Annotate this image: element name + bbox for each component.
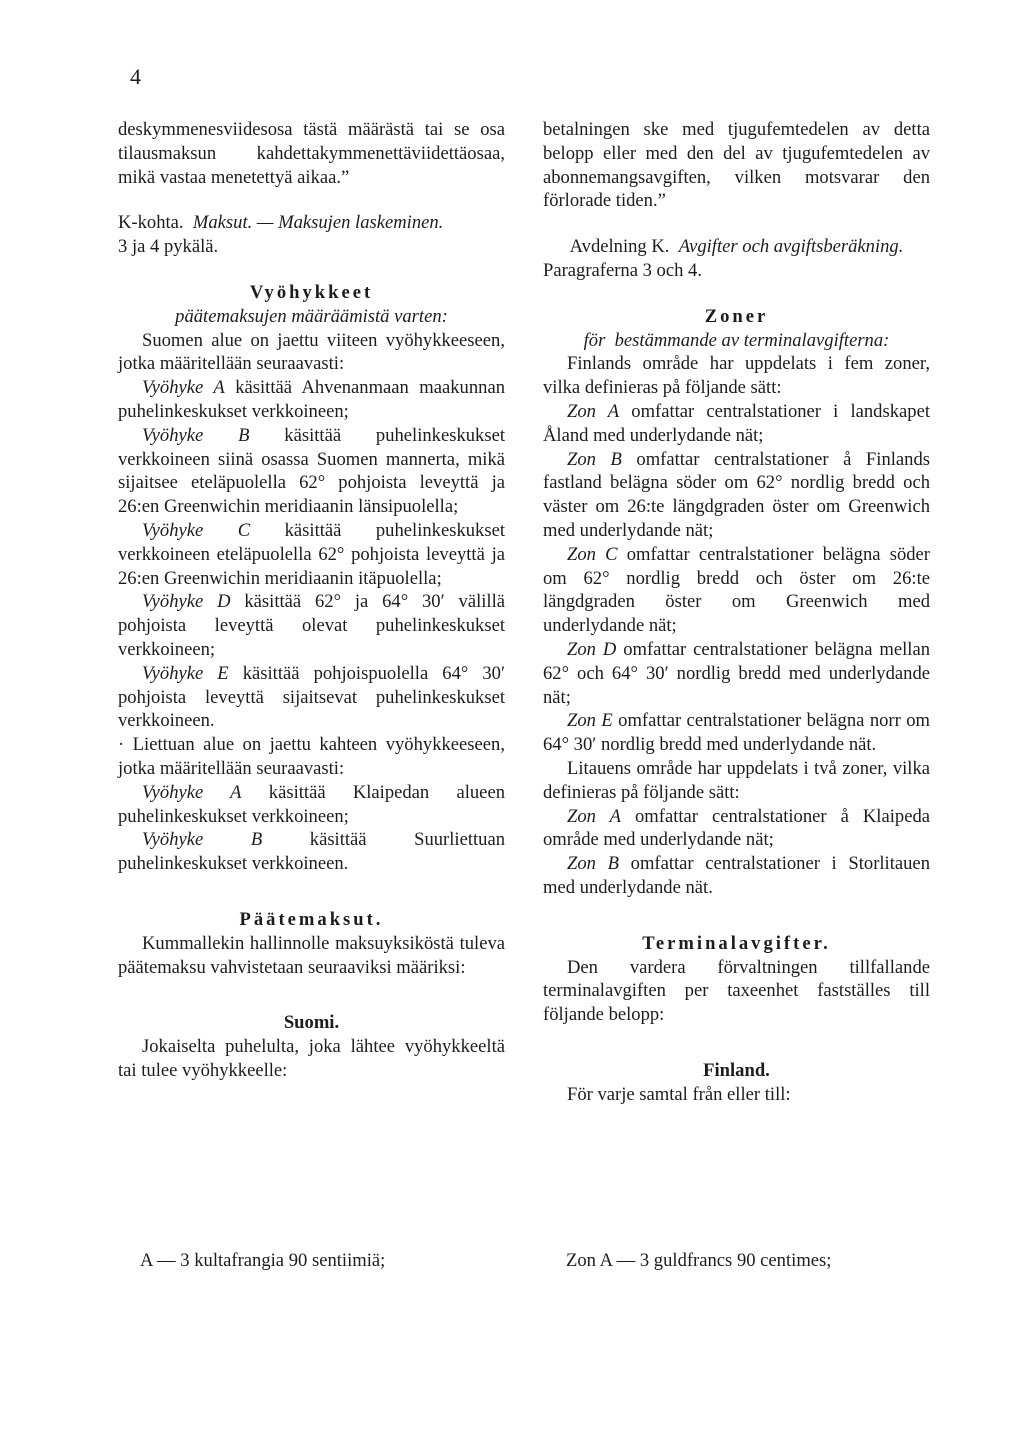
fi-zone-a <box>118 376 505 424</box>
fi-zone-e-label: Vyöhyke E <box>142 662 229 684</box>
sv-intro-paragraph: betalningen ske med tjugufemtedelen av detta belopp eller med den del av tjugufemtedelen av abonnemangsavgiften, vilken motsvarar den förlorade tiden.” <box>543 119 930 212</box>
sv-lt-zone-b-text: omfattar centralstationer i Storlitauen med underlydande nät. <box>543 853 930 898</box>
fi-zones-subheading: päätemaksujen määräämistä varten: <box>175 305 448 327</box>
fi-lt-zone-b-text: käsittää Suurliettuan puhelinkeskukset verkkoineen. <box>118 829 506 875</box>
sv-lt-zone-a <box>543 805 930 853</box>
fi-zone-c <box>118 519 505 590</box>
fi-lt-zone-a-label: Vyöhyke A <box>142 781 242 803</box>
sv-zone-d-text: omfattar centralstationer belägna mellan 62° och 64° 30′ nordlig bredd med underlydande nät; <box>543 638 931 708</box>
sv-lithuania-intro: Litauens område har uppdelats i två zoner, vilka definieras på följande sätt: <box>543 757 930 803</box>
fi-zone-b-label: Vyöhyke B <box>142 424 250 446</box>
sv-zone-a-text: omfattar centralstationer i landskapet Åland med underlydande nät; <box>543 400 930 446</box>
fi-terminal-text: Kummallekin hallinnolle maksuyksiköstä tuleva päätemaksu vahvistetaan seuraaviksi määriksi: <box>118 932 505 978</box>
fi-lt-zone-a <box>118 781 505 829</box>
sv-section-header <box>543 235 930 259</box>
fi-lt-zone-a-text: käsittää Klaipedan alueen puhelinkeskukset verkkoineen; <box>118 781 505 827</box>
fi-zone-e <box>118 662 505 733</box>
fi-section-title: Maksut. — Maksujen laskeminen. <box>192 212 444 234</box>
fi-zone-a-label: Vyöhyke A <box>142 377 225 399</box>
fi-section-header <box>118 211 505 235</box>
fi-zone-d-label: Vyöhyke D <box>142 591 231 613</box>
page-number: 4 <box>130 64 141 89</box>
fi-rate-line: A — 3 kultafrangia 90 sentiimiä; <box>140 1250 386 1271</box>
sv-zone-a <box>543 400 930 448</box>
sv-zone-b-label: Zon B <box>567 448 622 470</box>
sv-country-heading: Finland. <box>703 1059 770 1081</box>
sv-zones-subheading: bestämmande av terminalavgifterna: <box>614 329 890 351</box>
fi-lithuania-intro: · Liettuan alue on jaettu kahteen vyöhykkeeseen, jotka määritellään seuraavasti: <box>118 734 505 779</box>
sv-lt-zone-a-text: omfattar centralstationer å Klaipeda område med underlydande nät; <box>543 805 930 851</box>
fi-zone-d-text: käsittää 62° ja 64° 30′ välillä pohjoista leveyttä olevat puhelinkeskukset verkkoineen; <box>118 591 505 660</box>
sv-lt-zone-b-label: Zon B <box>567 853 619 875</box>
fi-section-lead: K-kohta. <box>118 212 184 234</box>
fi-lt-zone-b <box>118 828 505 876</box>
sv-zones-heading: Zoner <box>704 305 769 327</box>
sv-country-text: För varje samtal från eller till: <box>567 1083 791 1105</box>
fi-finland-intro: Suomen alue on jaettu viiteen vyöhykkeeseen, jotka määritellään seuraavasti: <box>118 329 505 375</box>
fi-intro-paragraph: deskymmenesviidesosa tästä määrästä tai se osa tilausmaksun kahdettakymmenettäviidettäosaa, mikä vastaa menetettyä aikaa.” <box>118 119 505 188</box>
sv-zone-b <box>543 448 930 543</box>
sv-terminal-text: Den vardera förvaltningen tillfallande terminalavgiften per taxeenhet fastställes till följande belopp: <box>543 956 930 1026</box>
fi-zone-b-text: käsittää puhelinkeskukset verkkoineen siinä osassa Suomen mannerta, mikä sijaitsee eteläpuolella 62° pohjoista leveyttä ja 26:en Greenwichin meridiaanin länsipuolella; <box>118 424 505 518</box>
finnish-column <box>118 118 505 1083</box>
sv-zones-subheading-lead: för <box>583 329 606 351</box>
sv-zone-c-label: Zon C <box>567 543 618 565</box>
sv-section-paragraphs: Paragraferna 3 och 4. <box>543 259 703 281</box>
sv-section-title: Avgifter och avgiftsberäkning. <box>678 236 904 258</box>
sv-zone-c-text: omfattar centralstationer belägna söder om 62° nordlig bredd och öster om 26:te längdgraden öster om Greenwich med underlydande nät; <box>543 543 930 637</box>
fi-zone-c-label: Vyöhyke C <box>142 519 251 541</box>
sv-zones-subheading-line <box>543 329 930 353</box>
sv-section-lead: Avdelning K. <box>569 236 670 258</box>
fi-country-heading: Suomi. <box>283 1012 340 1034</box>
fi-zones-heading: Vyöhykkeet <box>249 281 374 303</box>
sv-rate-line: Zon A — 3 guldfrancs 90 centimes; <box>566 1250 832 1271</box>
sv-zone-a-label: Zon A <box>567 400 620 422</box>
fi-country-text: Jokaiselta puhelulta, joka lähtee vyöhykkeeltä tai tulee vyöhykkeelle: <box>118 1036 505 1081</box>
sv-terminal-heading: Terminalavgifter. <box>642 932 831 954</box>
fi-zone-b <box>118 424 505 519</box>
sv-zone-b-text: omfattar centralstationer å Finlands fastland belägna söder om 62° nordlig bredd och väster om 26:te längdgraden öster om Greenwich med underlydande nät; <box>543 448 930 541</box>
sv-zone-e-text: omfattar centralstationer belägna norr om 64° 30′ nordlig bredd med underlydande nät. <box>543 710 930 756</box>
fi-zone-d <box>118 590 505 661</box>
sv-zone-e-label: Zon E <box>567 710 613 732</box>
fi-section-paragraphs: 3 ja 4 pykälä. <box>118 236 219 258</box>
fi-lt-zone-b-label: Vyöhyke B <box>142 829 263 851</box>
sv-lt-zone-a-label: Zon A <box>567 805 621 827</box>
fi-zone-e-text: käsittää pohjoispuolella 64° 30′ pohjoista leveyttä sijaitsevat puhelinkeskukset verkkoineen. <box>118 662 506 732</box>
fi-terminal-heading: Päätemaksut. <box>239 908 384 930</box>
sv-zone-d <box>543 638 930 709</box>
fi-zone-a-text: käsittää Ahvenanmaan maakunnan puhelinkeskukset verkkoineen; <box>118 377 505 422</box>
fi-zone-c-text: käsittää puhelinkeskukset verkkoineen eteläpuolella 62° pohjoista leveyttä ja 26:en Greenwichin meridiaanin itäpuolella; <box>118 519 505 589</box>
sv-finland-intro: Finlands område har uppdelats i fem zoner, vilka definieras på följande sätt: <box>543 353 930 399</box>
sv-zone-d-label: Zon D <box>567 638 617 660</box>
sv-zone-c <box>543 543 930 638</box>
sv-lt-zone-b <box>543 852 930 900</box>
sv-zone-e <box>543 709 930 757</box>
swedish-column <box>543 118 930 1106</box>
